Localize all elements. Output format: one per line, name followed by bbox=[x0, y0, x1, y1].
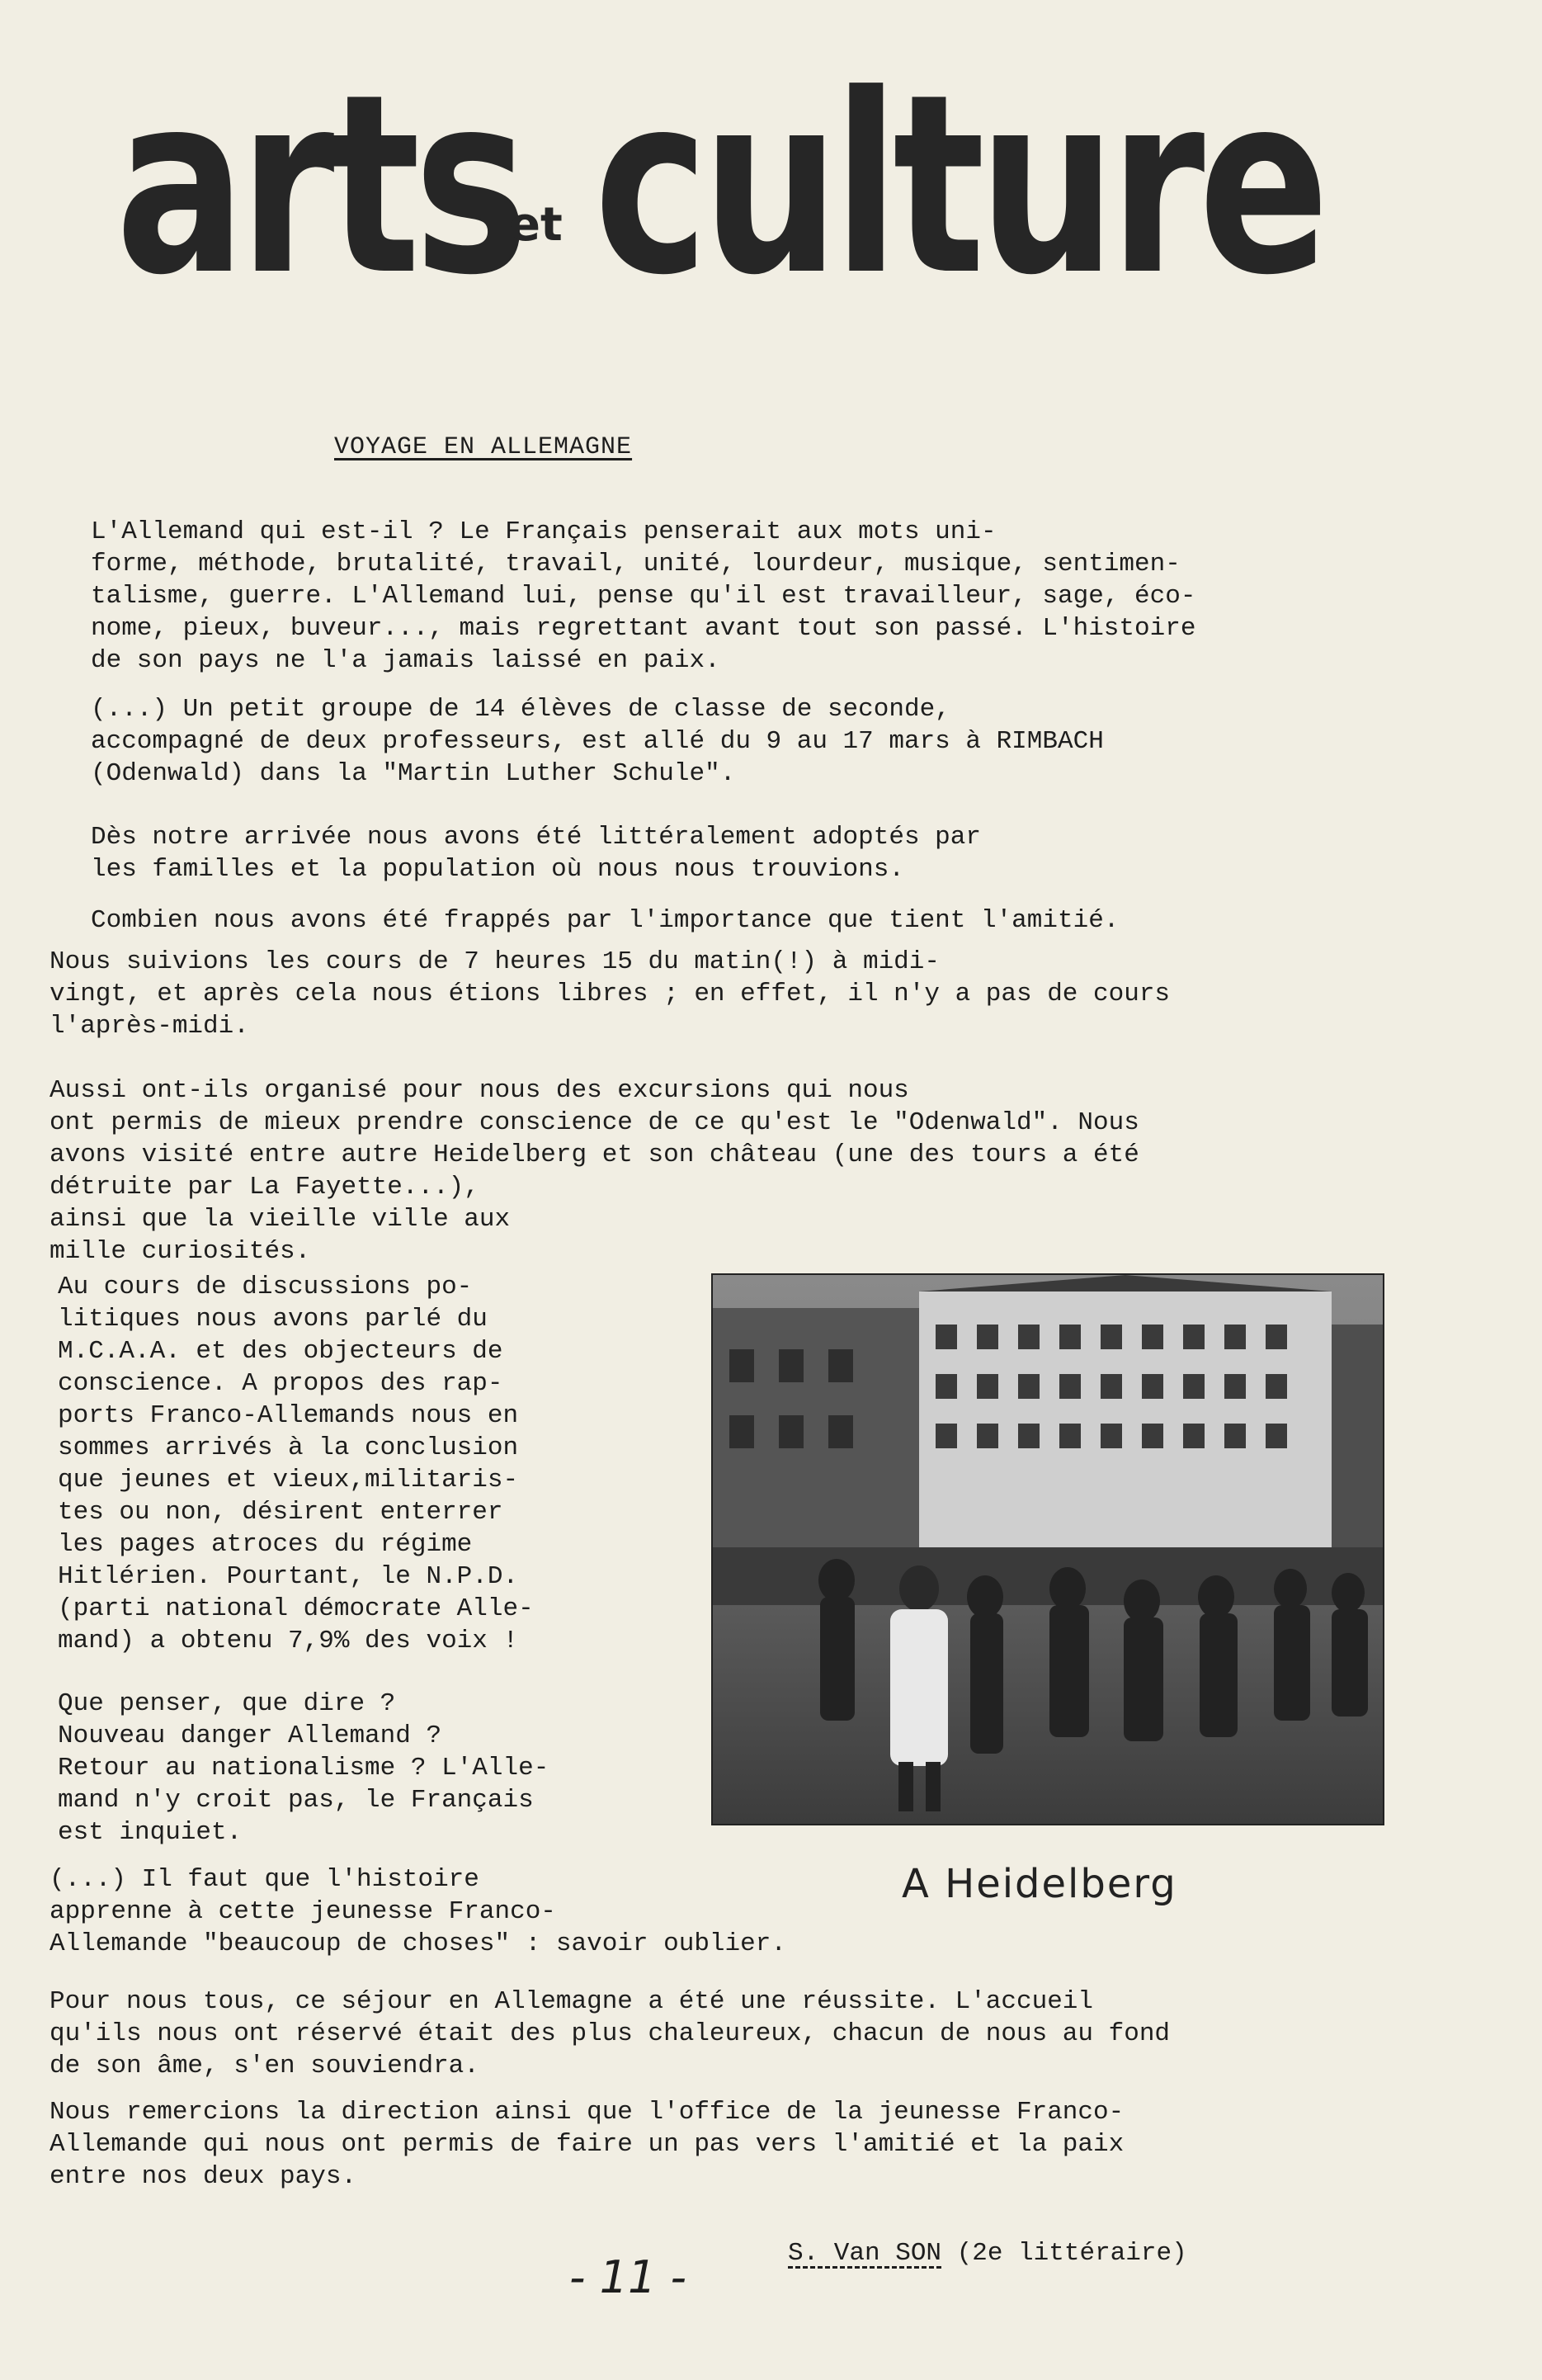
article-paragraph-3: Dès notre arrivée nous avons été littéralement adoptés par les familles et la population où nous nous trouvions. bbox=[91, 823, 981, 884]
article-paragraph-8: Que penser, que dire ? Nouveau danger Allemand ? Retour au nationalisme ? L'Alle- mand n'y croit pas, le Français est inquiet. bbox=[58, 1689, 549, 1847]
masthead-word-arts: arts bbox=[116, 41, 523, 329]
article-paragraph-2: (...) Un petit groupe de 14 élèves de classe de seconde, accompagné de deux professeurs, est allé du 9 au 17 mars à RIMBACH (Odenwald) dans la "Martin Luther Schule". bbox=[91, 695, 1104, 788]
article-paragraph-5: Nous suivions les cours de 7 heures 15 du matin(!) à midi- vingt, et après cela nous étions libres ; en effet, il n'y a pas de cours l'après-midi. bbox=[50, 947, 1171, 1041]
heidelberg-photo-image bbox=[713, 1275, 1383, 1824]
masthead-title bbox=[107, 41, 1323, 329]
article-heading: VOYAGE EN ALLEMAGNE bbox=[334, 433, 633, 461]
page-number: - 11 - bbox=[569, 2251, 687, 2303]
article-paragraph-11: Nous remercions la direction ainsi que l'office de la jeunesse Franco- Allemande qui nous ont permis de faire un pas vers l'amitié et la paix entre nos deux pays. bbox=[50, 2098, 1125, 2191]
masthead-word-et: et bbox=[509, 198, 563, 252]
article-paragraph-10: Pour nous tous, ce séjour en Allemagne a été une réussite. L'accueil qu'ils nous ont réservé était des plus chaleureux, chacun de nous au fond de son âme, s'en souviendra. bbox=[50, 1987, 1171, 2080]
signature bbox=[788, 2239, 1187, 2268]
photo-caption: A Heidelberg bbox=[902, 1861, 1177, 1907]
masthead-word-culture: culture bbox=[594, 41, 1323, 329]
article-paragraph-4: Combien nous avons été frappés par l'importance que tient l'amitié. bbox=[91, 906, 1120, 935]
article-paragraph-6: Aussi ont-ils organisé pour nous des excursions qui nous ont permis de mieux prendre conscience de ce qu'est le "Odenwald". Nous avons visité entre autre Heidelberg et son château (une des tours a été détruite par La Fayette...), ainsi que la vieille ville aux mille curiosités. bbox=[50, 1076, 1139, 1266]
article-paragraph-7: Au cours de discussions po- litiques nous avons parlé du M.C.A.A. et des objecteurs de conscience. A propos des rap- ports Franco-Allemands nous en sommes arrivés à la conclusion que jeunes et vieux,militaris- tes ou non, désirent enterrer les pages atroces du régime Hitlérien. Pourtant, le N.P.D. (parti national démocrate Alle- mand) a obtenu 7,9% des voix ! bbox=[58, 1273, 534, 1655]
author-name: S. Van SON bbox=[788, 2239, 942, 2268]
article-paragraph-1: L'Allemand qui est-il ? Le Français penserait aux mots uni- forme, méthode, brutalité, travail, unité, lourdeur, musique, sentimen- talisme, guerre. L'Allemand lui, pense qu'il est travailleur, sage, éco- nome, pieux, buveur..., mais regrettant avant tout son passé. L'histoire de son pays ne l'a jamais laissé en paix. bbox=[91, 517, 1196, 675]
heidelberg-photo bbox=[711, 1273, 1384, 1825]
author-class: (2e littéraire) bbox=[956, 2239, 1187, 2268]
article-paragraph-9: (...) Il faut que l'histoire apprenne à cette jeunesse Franco- Allemande "beaucoup de choses" : savoir oublier. bbox=[50, 1865, 786, 1958]
